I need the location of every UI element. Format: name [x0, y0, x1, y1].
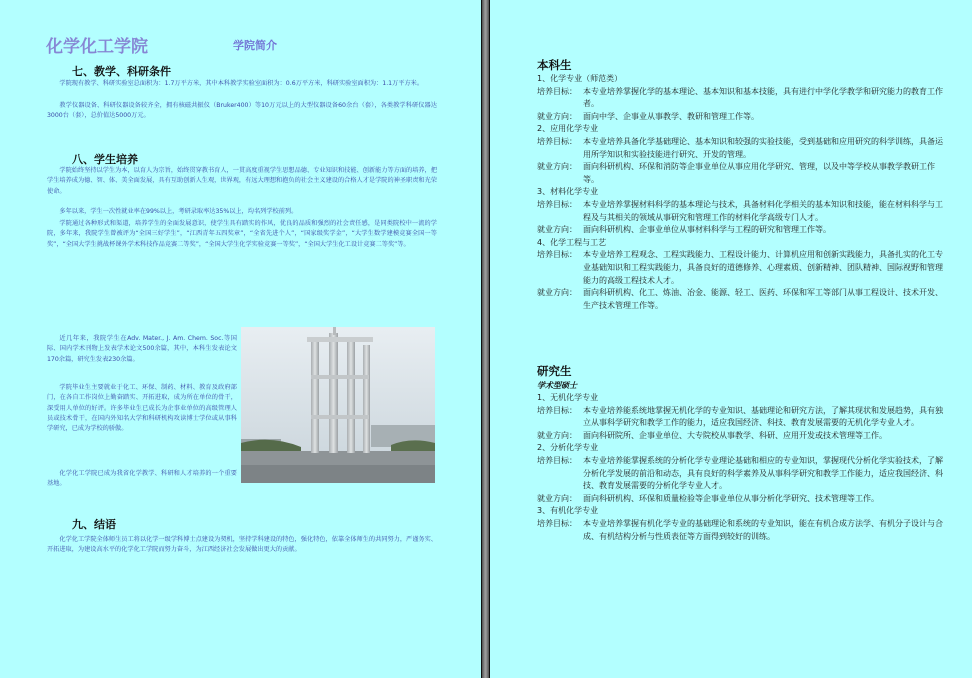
goal-text: 本专业培养具备化学基础理论、基本知识和较强的实验技能，受到基础和应用研究的科学训练，具备运用所学知识和实验技能进行研究、开发的管理。 — [583, 136, 943, 159]
section8-para-3: 学院通过各种形式和渠道，培养学生的全面发展意识，使学生具有踏实的作风，优良的品质和强烈的社会责任感，是同类院校中一流的学院，多年来，我院学生曾被评为“全国三好学生”，“江西青年五四奖章”，“全省先进个人”，“国家级奖学金”，“大学生数学建模竞赛全国一等奖”，“全国大学生挑战杯课外学术科技作品竞赛二等奖”，“全国大学生化学实验竞赛一等奖”，“全国大学生化工设计竞赛二等奖”等。 — [47, 220, 437, 248]
major-organic-chemistry: 3、有机化学专业 — [537, 506, 599, 516]
campus-tower-photo — [241, 327, 435, 483]
major-chemistry: 1、化学专业（师范类） — [537, 74, 623, 83]
major-analytical-chemistry: 2、分析化学专业 — [537, 443, 599, 453]
major-goal-row — [537, 518, 949, 543]
grad-section — [537, 364, 949, 543]
major-goal-row — [537, 405, 949, 430]
goal-label: 培养目标： — [537, 405, 577, 415]
major-career-row — [537, 430, 949, 443]
major-career-row — [537, 287, 949, 312]
career-text: 面向科研院所、企事业单位、大专院校从事教学、科研、应用开发或技术管理等工作。 — [583, 430, 887, 440]
major-goal-row — [537, 136, 949, 161]
major-career-row — [537, 493, 949, 506]
left-page — [0, 0, 481, 678]
major-goal-row — [537, 455, 949, 493]
section9-para: 化学化工学院全体师生员工将以化学一级学科博士点建设为契机，坚持学科建设的特色，强化特色，依靠全体师生的共同努力，严谨务实、开拓进取，为建设高水平的化学化工学院而努力奋斗，为江西经济社会发展做出更大的贡献。 — [47, 536, 437, 554]
major-inorganic-chemistry: 1、无机化学专业 — [537, 393, 599, 402]
career-text: 面向科研机构、环保和消防等企事业单位从事应用化学研究、管理，以及中等学校从事教学教研工作等。 — [583, 162, 935, 184]
career-label: 就业方向： — [537, 162, 577, 172]
career-text: 面向中学、企事业从事教学、教研和管理工作等。 — [583, 111, 759, 121]
goal-text: 本专业培养工程观念、工程实践能力、工程设计能力、计算机应用和创新实践能力，具备扎实的化工专业基础知识和工程实践能力，具备良好的道德修养、心理素质、创新精神、团队精神、国际视野和管理能力的高级工程技术人才。 — [583, 250, 943, 285]
section7-title: 七、教学、科研条件 — [72, 65, 171, 78]
grad-title: 研究生 — [537, 364, 572, 378]
major-goal-row — [537, 249, 949, 287]
section7-para-1: 学院现有教学、科研实验室总面积为：1.7万平方米，其中本科教学实验室面积为：0.6万平方米，科研实验室面积为：1.1万平方米。 — [59, 80, 424, 87]
section8-para-5: 学院毕业生主要就业于化工、环保、制药、材料、教育及政府部门，在各自工作岗位上勤奋踏实、开拓进取，成为所在单位的骨干，深受用人单位的好评。许多毕业生已成长为企事业单位的高级管理人员或技术骨干，在国内外知名大学和科研机构攻读博士学位或从事科学研究，已成为学校的骄傲。 — [47, 384, 237, 433]
goal-text: 本专业培养能系统地掌握无机化学的专业知识、基础理论和研究方法，了解其现状和发展趋势，具有独立从事科学研究和教学工作的能力，适应我国经济、科技、教育发展需要的无机化学专业人才。 — [583, 405, 943, 428]
major-goal-row — [537, 199, 949, 224]
goal-text: 本专业培养掌握材料科学的基本理论与技术，具备材料化学相关的基本知识和技能，能在材料科学与工程及与其相关的领域从事研究和管理工作的材料化学高级专门人才。 — [583, 199, 943, 222]
goal-text: 本专业培养掌握化学的基本理论、基本知识和基本技能，具有进行中学化学教学和研究能力的教育工作者。 — [583, 86, 943, 109]
section8-para-6: 化学化工学院已成为我省化学教学、科研和人才培养的一个重要基地。 — [47, 470, 237, 488]
career-text: 面向科研机构、化工、炼油、冶金、能源、轻工、医药、环保和军工等部门从事工程设计、技术开发、生产技术管理工作等。 — [583, 288, 943, 310]
college-intro-label: 学院简介 — [233, 39, 277, 52]
book-spine — [481, 0, 490, 678]
section9-title: 九、结语 — [72, 518, 116, 531]
major-career-row — [537, 224, 949, 237]
section8-para-2: 多年以来，学生一次性就业率在99%以上，考研录取率达35%以上，均名列学校前列。 — [59, 208, 298, 215]
goal-label: 培养目标： — [537, 136, 577, 146]
major-career-row — [537, 111, 949, 124]
goal-label: 培养目标： — [537, 86, 577, 96]
section8-para-4: 近几年来，我院学生在Adv. Mater., J. Am. Chem. Soc.等国际、国内学术刊物上发表学术论文500余篇，其中，本科生发表论文170余篇，研究生发表230余篇。 — [47, 335, 237, 363]
right-page — [490, 0, 972, 678]
goal-label: 培养目标： — [537, 455, 577, 465]
major-chemical-engineering: 4、化学工程与工艺 — [537, 237, 607, 247]
goal-text: 本专业培养能掌握系统的分析化学专业理论基础和相应的专业知识，掌握现代分析化学实验技术，了解分析化学发展的前沿和动态，具有良好的科学素养及从事科学研究和教学工作能力，适应我国经济、科技、教育发展需要的分析化学专业人才。 — [583, 455, 943, 491]
undergrad-section — [537, 58, 949, 312]
goal-label: 培养目标： — [537, 199, 577, 209]
tower-image — [241, 327, 435, 483]
undergrad-title: 本科生 — [537, 58, 572, 72]
goal-label: 培养目标： — [537, 250, 577, 260]
section7-para-2: 教学仪器设备、科研仪器设备较齐全，拥有核磁共振仪（Bruker400）等10万元以上的大型仪器设备60余台（套），各类教学科研仪器达3000台（套），总价值达5000万元。 — [47, 102, 437, 120]
major-career-row — [537, 161, 949, 186]
section8-para-1: 学院始终坚持以学生为本，以育人为宗旨，始终贯穿教书育人，一贯高度重视学生思想品德、专业知识和技能、创新能力等方面的培养，把学生培养成为德、智、体、美全面发展，具有互助创新人生观，世界观，有远大理想和抱负的社会主义建设的合格人才是学院的神圣职责和光荣使命。 — [47, 167, 437, 195]
career-label: 就业方向： — [537, 111, 577, 121]
career-text: 面向科研机构、企事业单位从事材料科学与工程的研究和管理工作等。 — [583, 225, 831, 235]
career-label: 就业方向： — [537, 225, 577, 235]
grad-subtitle: 学术型硕士 — [537, 381, 577, 390]
section8-title: 八、学生培养 — [72, 153, 138, 166]
career-label: 就业方向： — [537, 430, 577, 440]
goal-text: 本专业培养掌握有机化学专业的基础理论和系统的专业知识，能在有机合成方法学、有机分子设计与合成、有机结构分析与性质表征等方面得到较好的训练。 — [583, 518, 943, 541]
major-goal-row — [537, 86, 949, 111]
goal-label: 培养目标： — [537, 518, 577, 528]
college-name: 化学化工学院 — [46, 37, 148, 57]
career-text: 面向科研机构、环保和质量检验等企事业单位从事分析化学研究、技术管理等工作。 — [583, 493, 879, 503]
career-label: 就业方向： — [537, 493, 577, 503]
major-applied-chemistry: 2、应用化学专业 — [537, 124, 599, 134]
career-label: 就业方向： — [537, 288, 577, 298]
major-materials-chemistry: 3、材料化学专业 — [537, 187, 599, 197]
